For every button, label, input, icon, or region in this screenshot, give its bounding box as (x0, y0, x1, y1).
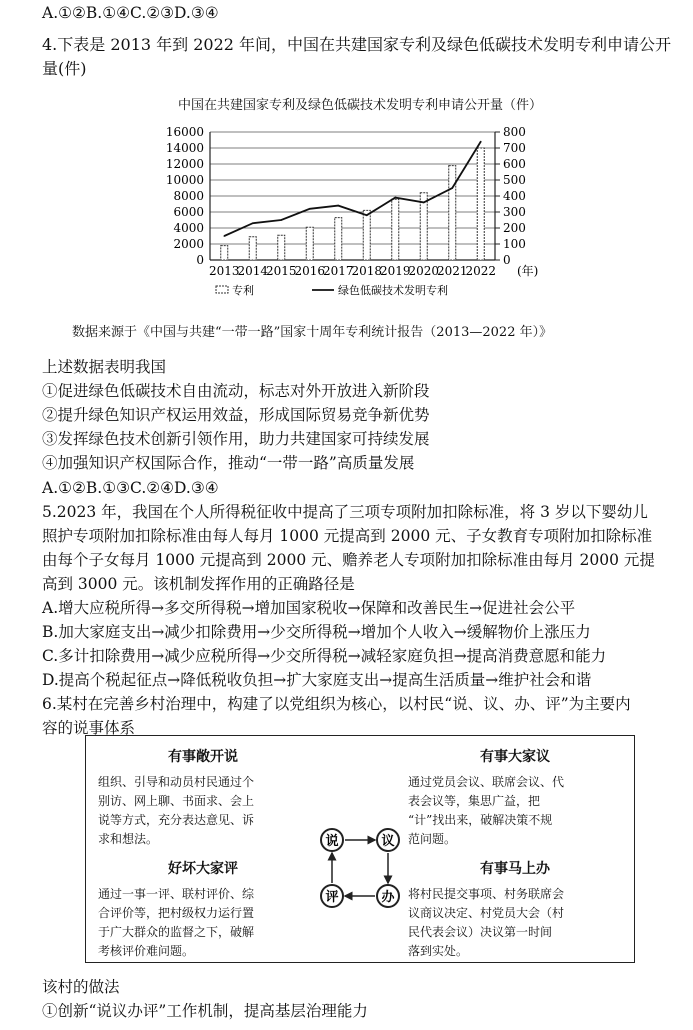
legend-bar-label: 专利 (232, 284, 254, 297)
q4-option-1: ①促进绿色低碳技术自由流动，标志对外开放进入新阶段 (42, 382, 430, 400)
discuss-box (408, 748, 622, 849)
x-tick-label: 2013 (208, 264, 240, 278)
answer-options-q3: A.①②B.①④C.②③D.③④ (42, 4, 219, 22)
cycle-node-do (377, 885, 399, 907)
do-text-2: 议商议决定、村党员大会（村 (408, 906, 565, 920)
say-text-2: 别访、网上聊、书面求、会上 (98, 794, 255, 808)
do-box (408, 860, 622, 961)
x-tick-label: 2021 (436, 264, 468, 278)
bar-2016 (306, 227, 313, 260)
x-tick-label: 2018 (351, 264, 383, 278)
discuss-text-3: “计”找出来，破解决策不规 (408, 813, 553, 827)
patent-chart (100, 90, 620, 305)
cycle-label-say: 说 (325, 834, 339, 849)
evaluate-text-3: 于广大群众的监督之下，破解 (98, 925, 255, 939)
governance-panel (85, 735, 635, 963)
y-left-tick-label: 8000 (173, 189, 204, 203)
x-tick-label: 2020 (408, 264, 440, 278)
y-left-tick-label: 4000 (173, 221, 204, 235)
evaluate-box (98, 860, 308, 961)
y-left-tick-label: 12000 (165, 157, 204, 171)
x-tick-label: 2014 (237, 264, 269, 278)
x-axis-unit: (年) (517, 264, 539, 278)
say-text-1: 组织、引导和动员村民通过个 (98, 775, 255, 789)
y-right-tick-label: 300 (503, 205, 526, 219)
cycle-label-discuss: 议 (381, 834, 395, 849)
q4-stem: 上述数据表明我国 (42, 358, 167, 376)
discuss-text-2: 表会议等，集思广益，把 (408, 794, 541, 808)
bar-2018 (363, 210, 370, 260)
bar-2019 (392, 199, 399, 260)
line-point-2015 (280, 219, 282, 221)
question-5-text-4: 高到 3000 元。该机制发挥作用的正确路径是 (42, 575, 355, 593)
say-box (98, 748, 308, 849)
y-right-tick-label: 600 (503, 157, 526, 171)
discuss-title: 有事大家议 (480, 749, 550, 765)
question-6-text-2: 容的说事体系 (42, 719, 136, 737)
y-right-tick-label: 800 (503, 125, 526, 139)
question-5-text-3: 由每个子女每月 1000 元提高到 2000 元、赡养老人专项附加扣除标准由每月 2000 元提 (42, 551, 655, 569)
chart-title: 中国在共建国家专利及绿色低碳技术发明专利申请公开量（件） (177, 98, 542, 113)
bar-2014 (249, 237, 256, 260)
cycle-node-evaluate (321, 885, 343, 907)
q4-answers: A.①②B.①③C.②④D.③④ (42, 479, 219, 497)
do-text-1: 将村民提交事项、村务联席会 (408, 887, 565, 901)
do-text-4: 落到实处。 (408, 944, 469, 958)
chart-svg (100, 90, 620, 305)
q6-stem: 该村的做法 (42, 978, 120, 996)
q5-option-a: A.增大应税所得→多交所得税→增加国家税收→保障和改善民生→促进社会公平 (42, 599, 576, 617)
x-tick-label: 2019 (379, 264, 411, 278)
discuss-text-1: 通过党员会议、联席会议、代 (408, 775, 565, 789)
question-6-text: 6.某村在完善乡村治理中，构建了以党组织为核心，以村民“说、议、办、评”为主要内 (42, 695, 631, 713)
q4-option-4: ④加强知识产权国际合作，推动“一带一路”高质量发展 (42, 454, 415, 472)
legend-bar-swatch (216, 286, 228, 293)
line-point-2019 (394, 197, 396, 199)
bar-2013 (221, 246, 228, 260)
question-5-text: 5.2023 年，我国在个人所得税征收中提高了三项专项附加扣除标准，将 3 岁以下婴幼儿 (42, 503, 648, 521)
line-point-2018 (366, 214, 368, 216)
x-tick-label: 2022 (465, 264, 497, 278)
y-right-tick-label: 100 (503, 237, 526, 251)
say-title: 有事敞开说 (168, 749, 238, 765)
y-right-tick-label: 200 (503, 221, 526, 235)
line-point-2021 (451, 187, 453, 189)
cycle-node-discuss (377, 829, 399, 851)
say-text-3: 说等方式，充分表达意见、诉 (98, 813, 255, 827)
x-tick-label: 2017 (322, 264, 354, 278)
x-tick-label: 2015 (265, 264, 297, 278)
line-point-2022 (480, 141, 482, 143)
evaluate-text-4: 考核评价难问题。 (98, 944, 195, 958)
bar-2015 (278, 235, 285, 260)
bar-2017 (335, 218, 342, 260)
line-point-2016 (309, 208, 311, 210)
y-left-tick-label: 0 (196, 253, 204, 267)
x-tick-label: 2016 (294, 264, 326, 278)
evaluate-text-1: 通过一事一评、联村评价、综 (98, 887, 255, 901)
y-left-tick-label: 2000 (173, 237, 204, 251)
do-text-3: 民代表会议）决议第一时间 (408, 925, 553, 939)
question-5-text-2: 照护专项附加扣除标准由每人每月 1000 元提高到 2000 元、子女教育专项附加扣除标准 (42, 527, 653, 545)
y-left-tick-label: 14000 (165, 141, 204, 155)
line-point-2014 (252, 222, 254, 224)
q4-option-3: ③发挥绿色技术创新引领作用，助力共建国家可持续发展 (42, 430, 430, 448)
evaluate-title: 好坏大家评 (168, 861, 238, 877)
y-right-tick-label: 500 (503, 173, 526, 187)
question-4-text-cont: 量(件) (42, 59, 87, 78)
bar-2021 (449, 166, 456, 260)
bar-2022 (477, 148, 484, 260)
y-left-tick-label: 6000 (173, 205, 204, 219)
q5-option-d: D.提高个税起征点→降低税收负担→扩大家庭支出→提高生活质量→维护社会和谐 (42, 671, 592, 689)
cycle-diagram (316, 824, 406, 914)
chart-source: 数据来源于《中国与共建“一带一路”国家十周年专利统计报告（2013—2022 年）》 (72, 325, 553, 340)
y-left-tick-label: 10000 (165, 173, 204, 187)
discuss-text-4: 范问题。 (408, 832, 457, 846)
cycle-node-say (321, 829, 343, 851)
line-point-2013 (223, 235, 225, 237)
say-text-4: 求和想法。 (98, 832, 159, 846)
legend-line-label: 绿色低碳技术发明专利 (338, 284, 448, 297)
q5-option-c: C.多计扣除费用→减少应税所得→少交所得税→减轻家庭负担→提高消费意愿和能力 (42, 647, 607, 665)
q5-option-b: B.加大家庭支出→减少扣除费用→少交所得税→增加个人收入→缓解物价上涨压力 (42, 623, 591, 641)
y-right-tick-label: 400 (503, 189, 526, 203)
line-point-2017 (337, 205, 339, 207)
q4-option-2: ②提升绿色知识产权运用效益，形成国际贸易竞争新优势 (42, 406, 430, 424)
line-point-2020 (423, 202, 425, 204)
do-title: 有事马上办 (480, 861, 550, 877)
q6-option-1: ①创新“说议办评”工作机制，提高基层治理能力 (42, 1002, 368, 1020)
y-right-tick-label: 0 (503, 253, 511, 267)
cycle-label-evaluate: 评 (325, 890, 339, 905)
y-right-tick-label: 700 (503, 141, 526, 155)
green-patent-line (224, 142, 481, 236)
question-4-text: 4.下表是 2013 年到 2022 年间，中国在共建国家专利及绿色低碳技术发明专利申请公开 (42, 35, 672, 54)
y-left-tick-label: 16000 (165, 125, 204, 139)
evaluate-text-2: 合评价等，把村级权力运行置 (98, 906, 255, 920)
cycle-label-do: 办 (381, 890, 395, 905)
